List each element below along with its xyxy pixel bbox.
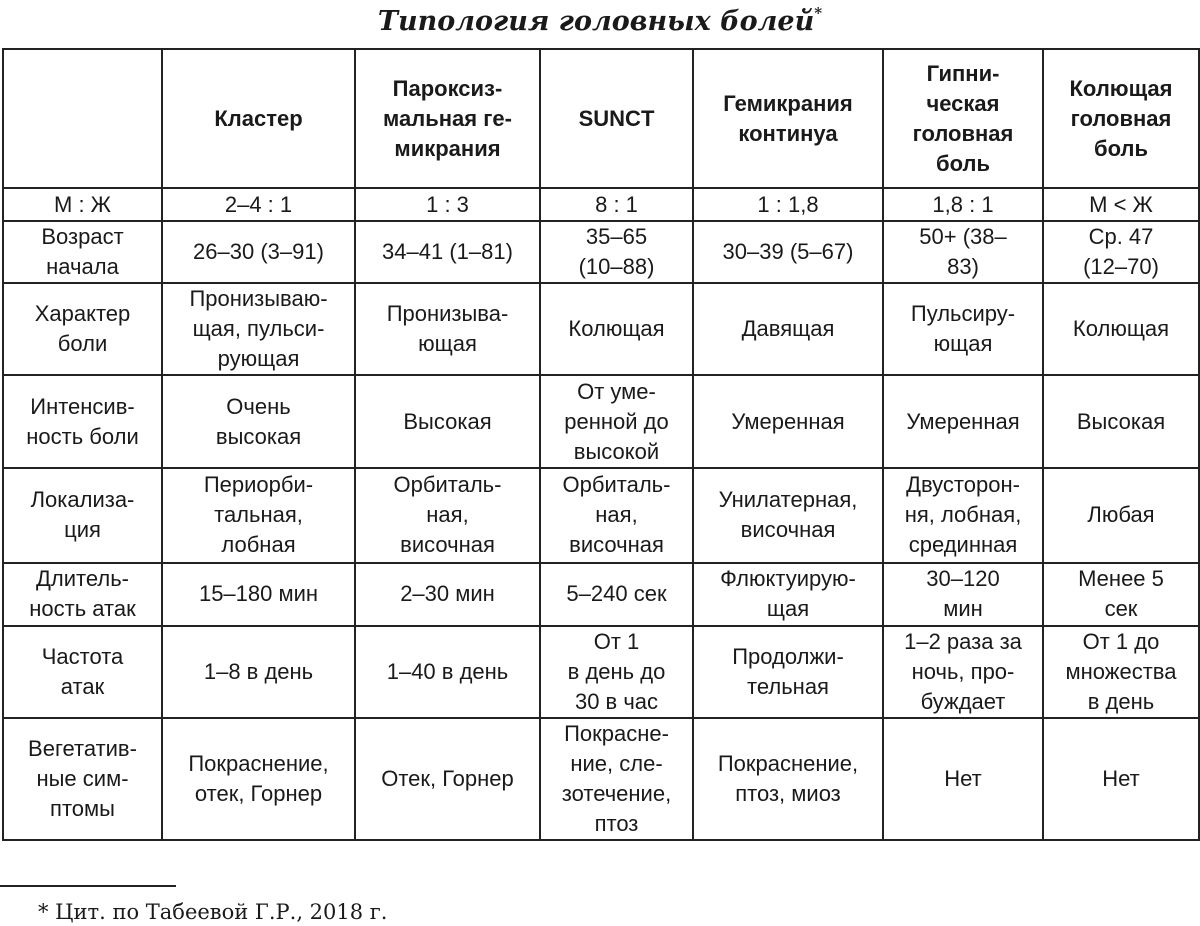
table-cell bbox=[540, 375, 693, 468]
cell-line: 83) bbox=[947, 254, 979, 280]
cell-line: ная, bbox=[426, 502, 469, 528]
cell-line: 1–40 в день bbox=[386, 658, 509, 684]
cell-line: Пульсиру- bbox=[910, 301, 1016, 327]
cell-line: ная, bbox=[595, 502, 638, 528]
table-row bbox=[3, 563, 1199, 626]
cell-line: Очень bbox=[226, 393, 291, 419]
cell-line: мин bbox=[943, 596, 983, 622]
cell-line: Пароксиз- bbox=[392, 75, 503, 101]
cell-line: Колющая bbox=[1069, 75, 1173, 101]
cell-line: лобная bbox=[221, 532, 296, 558]
cell-line: ночь, про- bbox=[911, 658, 1015, 684]
cell-line: височная bbox=[400, 532, 495, 558]
table-cell bbox=[1043, 563, 1199, 626]
table-cell bbox=[693, 283, 883, 375]
cell-line: Любая bbox=[1087, 502, 1155, 528]
cell-line: высокая bbox=[215, 423, 302, 449]
footnote-rule bbox=[0, 885, 176, 887]
table-cell bbox=[1043, 718, 1199, 840]
table-cell bbox=[355, 468, 540, 562]
cell-line: тальная, bbox=[214, 502, 303, 528]
cell-line: 30–39 (5–67) bbox=[722, 239, 854, 265]
cell-line: Отек, Горнер bbox=[381, 765, 514, 791]
cell-line: 8 : 1 bbox=[595, 191, 638, 217]
table-cell bbox=[1043, 375, 1199, 468]
cell-line: Колющая bbox=[568, 316, 665, 342]
cell-line: Высокая bbox=[1076, 408, 1166, 434]
table-row bbox=[3, 718, 1199, 840]
cell-line: птоз bbox=[594, 810, 639, 836]
table-cell bbox=[693, 375, 883, 468]
cell-line: Периорби- bbox=[203, 472, 314, 498]
cell-line: Частота bbox=[41, 643, 124, 669]
cell-line: зотечение, bbox=[561, 780, 672, 806]
cell-line: Менее 5 bbox=[1078, 566, 1164, 592]
cell-line: Умеренная bbox=[731, 408, 845, 434]
cell-line: щая, пульси- bbox=[192, 316, 325, 342]
cell-line: Длитель- bbox=[36, 566, 129, 592]
cell-line: височная bbox=[740, 517, 836, 543]
cell-line: боль bbox=[1094, 135, 1148, 161]
cell-line: Возраст bbox=[41, 224, 124, 250]
cell-line: 30–120 bbox=[926, 566, 1000, 592]
table-cell bbox=[883, 221, 1043, 283]
cell-line: 1 : 1,8 bbox=[757, 191, 819, 217]
table-cell bbox=[162, 718, 355, 840]
cell-line: ня, лобная, bbox=[904, 502, 1022, 528]
row-label bbox=[3, 468, 162, 562]
cell-line: отек, Горнер bbox=[194, 780, 323, 806]
table-cell bbox=[355, 221, 540, 283]
cell-line: Кластер bbox=[214, 105, 303, 131]
cell-line: в день bbox=[1087, 688, 1155, 714]
cell-line: 1 : 3 bbox=[426, 191, 469, 217]
cell-line: М : Ж bbox=[54, 191, 111, 217]
cell-line: Гемикрания bbox=[723, 90, 853, 116]
row-label bbox=[3, 283, 162, 375]
cell-line: птоз, миоз bbox=[735, 780, 841, 806]
cell-line: 1,8 : 1 bbox=[932, 191, 994, 217]
cell-line: боль bbox=[936, 150, 990, 176]
cell-line: 5–240 сек bbox=[566, 581, 667, 607]
cell-line: Нет bbox=[1102, 765, 1140, 791]
cell-line: (10–88) bbox=[578, 254, 655, 280]
table-cell bbox=[1043, 221, 1199, 283]
table-cell bbox=[693, 468, 883, 562]
table-cell bbox=[540, 626, 693, 718]
table-cell bbox=[540, 563, 693, 626]
table-cell bbox=[162, 221, 355, 283]
table-cell bbox=[883, 468, 1043, 562]
table-cell bbox=[883, 375, 1043, 468]
cell-line: 34–41 (1–81) bbox=[382, 239, 513, 265]
table-cell bbox=[883, 718, 1043, 840]
cell-line: Интенсив- bbox=[30, 393, 135, 419]
cell-line: срединная bbox=[908, 532, 1018, 558]
cell-line: Двусторон- bbox=[906, 472, 1020, 498]
cell-line: Орбиталь- bbox=[562, 472, 671, 498]
header-row bbox=[3, 49, 1199, 188]
cell-line: ность атак bbox=[29, 596, 136, 622]
table-cell bbox=[162, 283, 355, 375]
row-label bbox=[3, 188, 162, 221]
table-cell bbox=[162, 563, 355, 626]
cell-line: мальная ге- bbox=[383, 105, 512, 131]
cell-line: От 1 до bbox=[1082, 628, 1160, 654]
table-cell bbox=[883, 626, 1043, 718]
table-cell bbox=[540, 188, 693, 221]
title-footnote-mark: * bbox=[814, 4, 823, 22]
table-cell bbox=[1043, 468, 1199, 562]
cell-line: SUNCT bbox=[578, 105, 655, 131]
table-cell bbox=[355, 188, 540, 221]
cell-line: начала bbox=[46, 254, 119, 280]
cell-line: Покраснение, bbox=[717, 750, 859, 776]
cell-line: Покраснение, bbox=[188, 750, 329, 776]
cell-line: головная bbox=[1070, 105, 1172, 131]
cell-line: Орбиталь- bbox=[393, 472, 502, 498]
cell-line: Продолжи- bbox=[732, 643, 844, 669]
table-cell bbox=[162, 188, 355, 221]
cell-line: Локализа- bbox=[30, 487, 135, 513]
row-label bbox=[3, 375, 162, 468]
table-cell bbox=[693, 563, 883, 626]
cell-line: височная bbox=[569, 532, 664, 558]
cell-line: От уме- bbox=[577, 378, 656, 404]
cell-line: ность боли bbox=[26, 423, 139, 449]
cell-line: ние, сле- bbox=[570, 750, 663, 776]
cell-line: Вегетатив- bbox=[28, 735, 137, 761]
table-cell bbox=[1043, 626, 1199, 718]
cell-line: Пронизываю- bbox=[189, 286, 328, 312]
table-cell bbox=[162, 626, 355, 718]
cell-line: щая bbox=[766, 596, 810, 622]
cell-line: птомы bbox=[50, 795, 115, 821]
table-row bbox=[3, 283, 1199, 375]
table-cell bbox=[1043, 188, 1199, 221]
cell-line: Гипни- bbox=[926, 60, 1000, 86]
header-cell bbox=[355, 49, 540, 188]
table-cell bbox=[883, 563, 1043, 626]
cell-line: ные сим- bbox=[36, 765, 129, 791]
cell-line: Ср. 47 bbox=[1088, 224, 1154, 250]
header-cell bbox=[162, 49, 355, 188]
cell-line: Унилатерная, bbox=[718, 487, 858, 513]
table-cell bbox=[693, 626, 883, 718]
table-cell bbox=[540, 221, 693, 283]
cell-line: микрания bbox=[394, 135, 501, 161]
cell-line: 2–30 мин bbox=[400, 581, 495, 607]
cell-line: множества bbox=[1065, 658, 1177, 684]
cell-line: в день до bbox=[567, 658, 666, 684]
footnote: * Цит. по Табеевой Г.Р., 2018 г. bbox=[38, 900, 388, 924]
cell-line: 30 в час bbox=[574, 688, 659, 714]
cell-line: 1–2 раза за bbox=[904, 628, 1022, 654]
cell-line: рующая bbox=[217, 346, 300, 372]
header-cell bbox=[693, 49, 883, 188]
cell-line: 26–30 (3–91) bbox=[193, 239, 324, 265]
table-cell bbox=[540, 468, 693, 562]
row-label bbox=[3, 718, 162, 840]
cell-line: (12–70) bbox=[1083, 254, 1159, 280]
table-cell bbox=[355, 563, 540, 626]
table-cell bbox=[693, 221, 883, 283]
cell-line: ческая bbox=[926, 90, 1000, 116]
cell-line: Флюктуирую- bbox=[720, 566, 856, 592]
cell-line: головная bbox=[912, 120, 1014, 146]
cell-line: ренной до bbox=[564, 408, 669, 434]
table-row bbox=[3, 468, 1199, 562]
table-row bbox=[3, 188, 1199, 221]
header-cell bbox=[540, 49, 693, 188]
table-title bbox=[0, 0, 1200, 37]
header-cell bbox=[1043, 49, 1199, 188]
row-label bbox=[3, 221, 162, 283]
table-cell bbox=[355, 375, 540, 468]
cell-line: ющая bbox=[933, 331, 993, 357]
cell-line: Пронизыва- bbox=[386, 301, 509, 327]
cell-line: Характер bbox=[34, 301, 131, 327]
cell-line: сек bbox=[1104, 596, 1138, 622]
cell-line: 15–180 мин bbox=[198, 581, 319, 607]
table-cell bbox=[162, 375, 355, 468]
table-cell bbox=[355, 718, 540, 840]
cell-line: ющая bbox=[418, 331, 477, 357]
cell-line: Нет bbox=[944, 765, 982, 791]
header-cell bbox=[883, 49, 1043, 188]
table-cell bbox=[883, 283, 1043, 375]
table-cell bbox=[540, 718, 693, 840]
table-row bbox=[3, 626, 1199, 718]
header-corner bbox=[3, 49, 162, 188]
cell-line: Высокая bbox=[403, 408, 492, 434]
cell-line: боли bbox=[57, 331, 108, 357]
cell-line: 35–65 bbox=[585, 224, 648, 250]
cell-line: Колющая bbox=[1072, 316, 1170, 342]
cell-line: Умеренная bbox=[906, 408, 1020, 434]
cell-line: 2–4 : 1 bbox=[224, 191, 293, 217]
cell-line: Покрасне- bbox=[564, 720, 669, 746]
table-cell bbox=[540, 283, 693, 375]
table-cell bbox=[162, 468, 355, 562]
cell-line: М < Ж bbox=[1089, 191, 1153, 217]
cell-line: континуа bbox=[738, 120, 838, 146]
table-cell bbox=[355, 283, 540, 375]
table-cell bbox=[883, 188, 1043, 221]
row-label bbox=[3, 626, 162, 718]
cell-line: атак bbox=[60, 673, 105, 699]
cell-line: высокой bbox=[573, 438, 660, 464]
table-cell bbox=[693, 718, 883, 840]
table-body bbox=[3, 188, 1199, 840]
table-cell bbox=[1043, 283, 1199, 375]
table-row bbox=[3, 375, 1199, 468]
cell-line: 1–8 в день bbox=[203, 658, 314, 684]
cell-line: ция bbox=[64, 517, 101, 543]
table-cell bbox=[355, 626, 540, 718]
headache-typology-table bbox=[2, 48, 1200, 841]
cell-line: буждает bbox=[920, 688, 1006, 714]
table-cell bbox=[693, 188, 883, 221]
cell-line: 50+ (38– bbox=[919, 224, 1007, 250]
title-text: Типология головных болей bbox=[377, 6, 815, 37]
row-label bbox=[3, 563, 162, 626]
cell-line: Давящая bbox=[741, 316, 835, 342]
cell-line: От 1 bbox=[593, 628, 640, 654]
cell-line: тельная bbox=[747, 673, 829, 699]
table-row bbox=[3, 221, 1199, 283]
